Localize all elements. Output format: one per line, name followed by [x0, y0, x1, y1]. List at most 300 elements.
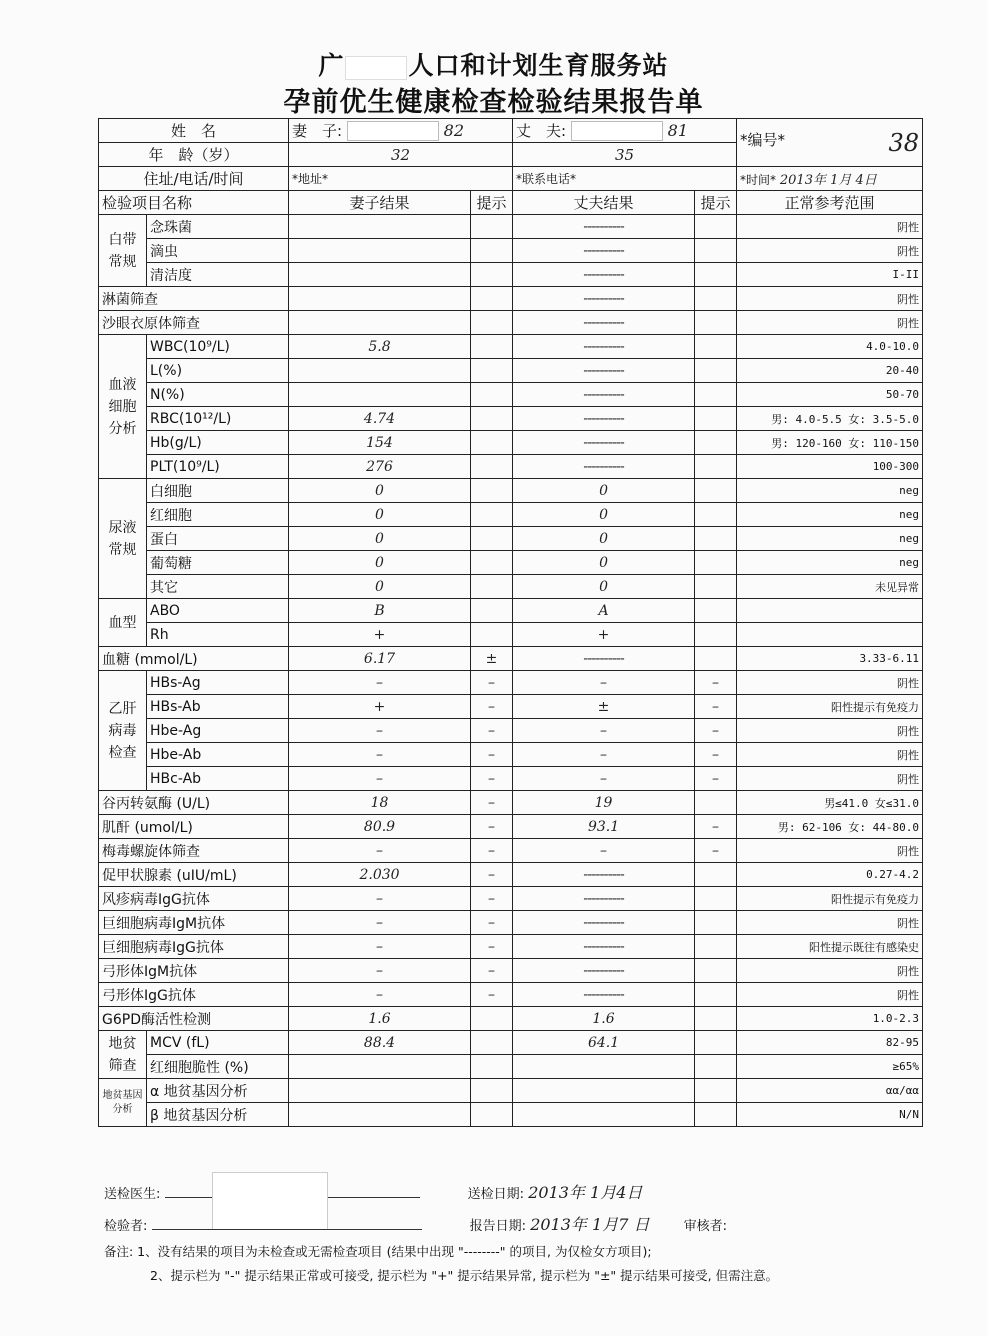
- table-row: [99, 383, 923, 407]
- wife-result: 154: [289, 431, 471, 455]
- hint: –: [471, 767, 513, 791]
- husband-result: ----------: [513, 455, 695, 479]
- col-wife-result: 妻子结果: [289, 191, 471, 215]
- husband-result: ----------: [513, 647, 695, 671]
- serial-label: *编号*: [740, 130, 786, 149]
- hint: –: [471, 791, 513, 815]
- husband-result: ----------: [513, 911, 695, 935]
- reference: 4.0-10.0: [737, 335, 923, 359]
- hint: [695, 1079, 737, 1103]
- col-husband-result: 丈夫结果: [513, 191, 695, 215]
- note-2: 2、提示栏为 "-" 提示结果正常或可接受, 提示栏为 "+" 提示结果异常, 提示栏为 "±" 提示结果可接受, 但需注意。: [150, 1268, 779, 1283]
- item-name: MCV (fL): [147, 1031, 289, 1055]
- husband-result: –: [513, 719, 695, 743]
- wife-result: [289, 1079, 471, 1103]
- table-row: [99, 935, 923, 959]
- table-row: [99, 311, 923, 335]
- table-row: [99, 407, 923, 431]
- hint: –: [695, 743, 737, 767]
- address-label: 住址/电话/时间: [99, 167, 289, 191]
- hint: [471, 215, 513, 239]
- title-line1: 人口和计划生育服务站: [408, 51, 669, 80]
- hint: –: [471, 983, 513, 1007]
- wife-result: [289, 1103, 471, 1127]
- tester-signature-line: [152, 1229, 422, 1230]
- husband-name-cell: [513, 119, 737, 143]
- hint: [695, 887, 737, 911]
- hint: [695, 935, 737, 959]
- reference: 100-300: [737, 455, 923, 479]
- table-row: [99, 575, 923, 599]
- wife-result: –: [289, 983, 471, 1007]
- table-row: [99, 863, 923, 887]
- hint: [471, 359, 513, 383]
- reference: 1.0-2.3: [737, 1007, 923, 1031]
- husband-result: ----------: [513, 983, 695, 1007]
- group-blood-type: 血型: [99, 599, 147, 647]
- table-row: [99, 743, 923, 767]
- reference: 男≤41.0 女≤31.0: [737, 791, 923, 815]
- hint: [695, 1007, 737, 1031]
- reference: [737, 599, 923, 623]
- husband-result: ----------: [513, 215, 695, 239]
- hint: –: [471, 959, 513, 983]
- wife-result: 0: [289, 575, 471, 599]
- item-name: HBs-Ab: [147, 695, 289, 719]
- item-name: Hb(g/L): [147, 431, 289, 455]
- item-name: 葡萄糖: [147, 551, 289, 575]
- item-name: 巨细胞病毒IgM抗体: [99, 911, 289, 935]
- item-name: 弓形体IgM抗体: [99, 959, 289, 983]
- husband-result: 0: [513, 503, 695, 527]
- reference: 50-70: [737, 383, 923, 407]
- hint: [471, 575, 513, 599]
- wife-result: [289, 239, 471, 263]
- name-row: [99, 119, 923, 143]
- husband-result: +: [513, 623, 695, 647]
- hint: [695, 863, 737, 887]
- group-thal: 地贫筛查: [99, 1031, 147, 1079]
- wife-result: 0: [289, 551, 471, 575]
- item-name: 风疹病毒IgG抗体: [99, 887, 289, 911]
- item-name: G6PD酶活性检测: [99, 1007, 289, 1031]
- table-row: [99, 527, 923, 551]
- reference: αα/αα: [737, 1079, 923, 1103]
- item-name: 清洁度: [147, 263, 289, 287]
- group-leucorrhea: 白带常规: [99, 215, 147, 287]
- group-blood: 血液细胞分析: [99, 335, 147, 479]
- wife-result: –: [289, 719, 471, 743]
- hint: –: [471, 695, 513, 719]
- wife-result: 80.9: [289, 815, 471, 839]
- hint: [695, 311, 737, 335]
- reference: 阳性提示有免疫力: [737, 887, 923, 911]
- col-hint2: 提示: [695, 191, 737, 215]
- table-row: [99, 839, 923, 863]
- reference: 阴性: [737, 767, 923, 791]
- hint: –: [471, 887, 513, 911]
- hint: –: [471, 743, 513, 767]
- hint: [471, 479, 513, 503]
- wife-result: –: [289, 743, 471, 767]
- husband-code: 81: [667, 120, 689, 140]
- age-label: 年 龄（岁）: [99, 143, 289, 167]
- table-row: [99, 1103, 923, 1127]
- table-row: [99, 287, 923, 311]
- reference: [737, 623, 923, 647]
- time-value: 2013年 1月 4日: [779, 173, 877, 188]
- wife-result: [289, 287, 471, 311]
- item-name: 白细胞: [147, 479, 289, 503]
- hint: [695, 623, 737, 647]
- husband-result: [513, 1103, 695, 1127]
- wife-result: 0: [289, 527, 471, 551]
- address-row: [99, 167, 923, 191]
- wife-result: –: [289, 959, 471, 983]
- item-name: 红细胞: [147, 503, 289, 527]
- hint: [695, 599, 737, 623]
- tester-line: [104, 1212, 934, 1235]
- hint: [695, 239, 737, 263]
- table-row: [99, 479, 923, 503]
- husband-result: 64.1: [513, 1031, 695, 1055]
- hint: [695, 455, 737, 479]
- wife-result: +: [289, 623, 471, 647]
- hint: [471, 431, 513, 455]
- send-date-label: 送检日期:: [467, 1187, 525, 1202]
- husband-result: 0: [513, 527, 695, 551]
- hint: [695, 551, 737, 575]
- husband-result: ----------: [513, 959, 695, 983]
- table-row: [99, 791, 923, 815]
- time-label: *时间*: [740, 173, 777, 187]
- hint: [471, 335, 513, 359]
- table-row: [99, 1007, 923, 1031]
- reference: ≥65%: [737, 1055, 923, 1079]
- husband-result: A: [513, 599, 695, 623]
- item-name: α 地贫基因分析: [147, 1079, 289, 1103]
- husband-result: [513, 1079, 695, 1103]
- husband-result: ----------: [513, 407, 695, 431]
- hint: [471, 623, 513, 647]
- wife-result: 6.17: [289, 647, 471, 671]
- wife-result: –: [289, 839, 471, 863]
- reference: 3.33-6.11: [737, 647, 923, 671]
- wife-name-redacted: [347, 121, 439, 141]
- item-name: 血糖 (mmol/L): [99, 647, 289, 671]
- reference: 阳性提示既往有感染史: [737, 935, 923, 959]
- column-header-row: [99, 191, 923, 215]
- item-name: 红细胞脆性 (%): [147, 1055, 289, 1079]
- table-row: [99, 263, 923, 287]
- hint: [471, 239, 513, 263]
- husband-result: ----------: [513, 263, 695, 287]
- item-name: 沙眼衣原体筛查: [99, 311, 289, 335]
- table-row: [99, 671, 923, 695]
- serial-cell: [737, 119, 923, 167]
- item-name: Hbe-Ag: [147, 719, 289, 743]
- reference: 阴性: [737, 239, 923, 263]
- reference: neg: [737, 503, 923, 527]
- reference: 82-95: [737, 1031, 923, 1055]
- wife-name-cell: [289, 119, 513, 143]
- item-name: 肌酐 (umol/L): [99, 815, 289, 839]
- hint: [695, 431, 737, 455]
- col-item: 检验项目名称: [99, 191, 289, 215]
- hint: –: [471, 719, 513, 743]
- reference: 20-40: [737, 359, 923, 383]
- serial-value: 38: [888, 128, 920, 157]
- hint: [695, 1055, 737, 1079]
- hint: [471, 1031, 513, 1055]
- report-date: 2013年 1月7 日: [530, 1215, 650, 1234]
- reference: neg: [737, 527, 923, 551]
- husband-result: ----------: [513, 431, 695, 455]
- hint: [471, 1007, 513, 1031]
- table-row: [99, 911, 923, 935]
- hint: [695, 983, 737, 1007]
- table-row: [99, 503, 923, 527]
- husband-result: ----------: [513, 863, 695, 887]
- reference: 阴性: [737, 287, 923, 311]
- reference: N/N: [737, 1103, 923, 1127]
- hint: –: [471, 911, 513, 935]
- husband-name-redacted: [571, 121, 663, 141]
- wife-result: 0: [289, 503, 471, 527]
- hint: [695, 527, 737, 551]
- wife-result: –: [289, 911, 471, 935]
- hint: –: [471, 815, 513, 839]
- wife-result: 5.8: [289, 335, 471, 359]
- wife-result: 18: [289, 791, 471, 815]
- hint: [471, 287, 513, 311]
- table-row: [99, 719, 923, 743]
- hint: [695, 359, 737, 383]
- husband-result: ----------: [513, 935, 695, 959]
- hint: [471, 263, 513, 287]
- table-row: [99, 887, 923, 911]
- title-prefix: 广: [318, 51, 345, 80]
- table-row: [99, 695, 923, 719]
- reference: 阴性: [737, 983, 923, 1007]
- group-hepb: 乙肝病毒检查: [99, 671, 147, 791]
- wife-result: 276: [289, 455, 471, 479]
- hint: ±: [471, 647, 513, 671]
- husband-age: 35: [513, 143, 737, 167]
- hint: [471, 311, 513, 335]
- wife-result: 88.4: [289, 1031, 471, 1055]
- send-date: 2013年 1月4日: [528, 1183, 643, 1202]
- husband-result: ----------: [513, 311, 695, 335]
- reference: neg: [737, 551, 923, 575]
- reference: I-II: [737, 263, 923, 287]
- hint: [695, 911, 737, 935]
- tester-label: 检验者:: [104, 1219, 148, 1234]
- hint: [695, 263, 737, 287]
- hint: –: [471, 935, 513, 959]
- table-row: [99, 599, 923, 623]
- redaction-box: [345, 56, 407, 80]
- item-name: Rh: [147, 623, 289, 647]
- hint: [695, 287, 737, 311]
- hint: [695, 647, 737, 671]
- husband-result: ----------: [513, 359, 695, 383]
- hint: [695, 1031, 737, 1055]
- table-row: [99, 959, 923, 983]
- reference: 阳性提示有免疫力: [737, 695, 923, 719]
- group-urine: 尿液常规: [99, 479, 147, 599]
- husband-result: ----------: [513, 239, 695, 263]
- reference: 男: 62-106 女: 44-80.0: [737, 815, 923, 839]
- hint: [695, 791, 737, 815]
- husband-result: ----------: [513, 287, 695, 311]
- item-name: HBs-Ag: [147, 671, 289, 695]
- item-name: 谷丙转氨酶 (U/L): [99, 791, 289, 815]
- husband-result: 19: [513, 791, 695, 815]
- hint: [695, 959, 737, 983]
- reference: neg: [737, 479, 923, 503]
- station-title: [0, 46, 987, 82]
- wife-result: –: [289, 671, 471, 695]
- hint: [695, 503, 737, 527]
- hint: –: [471, 863, 513, 887]
- table-row: [99, 647, 923, 671]
- item-name: 促甲状腺素 (uIU/mL): [99, 863, 289, 887]
- husband-result: ----------: [513, 383, 695, 407]
- reference: 0.27-4.2: [737, 863, 923, 887]
- result-table: [98, 118, 923, 1127]
- item-name: 念珠菌: [147, 215, 289, 239]
- hint: [471, 599, 513, 623]
- wife-result: –: [289, 935, 471, 959]
- hint: [695, 1103, 737, 1127]
- item-name: Hbe-Ab: [147, 743, 289, 767]
- hint: [471, 383, 513, 407]
- wife-result: [289, 383, 471, 407]
- phone-field: *联系电话*: [513, 167, 737, 191]
- husband-label: 丈 夫:: [516, 121, 567, 140]
- husband-result: 0: [513, 575, 695, 599]
- husband-result: –: [513, 743, 695, 767]
- husband-result: 1.6: [513, 1007, 695, 1031]
- report-date-label: 报告日期:: [469, 1219, 527, 1234]
- time-cell: [737, 167, 923, 191]
- wife-result: –: [289, 767, 471, 791]
- hint: [695, 383, 737, 407]
- item-name: N(%): [147, 383, 289, 407]
- wife-result: 2.030: [289, 863, 471, 887]
- reference: 男: 4.0-5.5 女: 3.5-5.0: [737, 407, 923, 431]
- item-name: RBC(10¹²/L): [147, 407, 289, 431]
- item-name: β 地贫基因分析: [147, 1103, 289, 1127]
- wife-result: [289, 311, 471, 335]
- hint: [471, 1103, 513, 1127]
- hint: –: [695, 767, 737, 791]
- group-thal-gene: 地贫基因分析: [99, 1079, 147, 1127]
- note-1: 备注: 1、没有结果的项目为未检查或无需检查项目 (结果中出现 "--------" 的项目, 为仅检女方项目);: [104, 1244, 652, 1259]
- hint: –: [695, 815, 737, 839]
- reference: 阴性: [737, 959, 923, 983]
- wife-result: [289, 359, 471, 383]
- reference: 阴性: [737, 215, 923, 239]
- item-name: 滴虫: [147, 239, 289, 263]
- item-name: ABO: [147, 599, 289, 623]
- husband-result: ----------: [513, 887, 695, 911]
- wife-result: +: [289, 695, 471, 719]
- item-name: L(%): [147, 359, 289, 383]
- hint: [695, 407, 737, 431]
- hint: –: [471, 671, 513, 695]
- hint: [695, 335, 737, 359]
- wife-code: 82: [443, 120, 464, 140]
- reference: 阴性: [737, 719, 923, 743]
- reference: 阴性: [737, 743, 923, 767]
- col-hint1: 提示: [471, 191, 513, 215]
- reference: 男: 120-160 女: 110-150: [737, 431, 923, 455]
- husband-result: 0: [513, 551, 695, 575]
- table-row: [99, 359, 923, 383]
- table-row: [99, 1031, 923, 1055]
- table-row: [99, 815, 923, 839]
- husband-result: 0: [513, 479, 695, 503]
- reference: 阴性: [737, 839, 923, 863]
- husband-result: ±: [513, 695, 695, 719]
- item-name: 淋菌筛查: [99, 287, 289, 311]
- col-reference: 正常参考范围: [737, 191, 923, 215]
- report-title: 孕前优生健康检查检验结果报告单: [283, 87, 704, 118]
- wife-result: [289, 263, 471, 287]
- item-name: 蛋白: [147, 527, 289, 551]
- reference: 阴性: [737, 911, 923, 935]
- hint: [695, 215, 737, 239]
- hint: [471, 407, 513, 431]
- husband-result: –: [513, 767, 695, 791]
- hint: [695, 479, 737, 503]
- hint: –: [695, 719, 737, 743]
- name-label: 姓 名: [99, 119, 289, 143]
- item-name: HBc-Ab: [147, 767, 289, 791]
- husband-result: [513, 1055, 695, 1079]
- table-row: [99, 431, 923, 455]
- table-row: [99, 1055, 923, 1079]
- hint: [471, 503, 513, 527]
- table-row: [99, 623, 923, 647]
- wife-result: [289, 1055, 471, 1079]
- husband-result: –: [513, 839, 695, 863]
- item-name: 梅毒螺旋体筛查: [99, 839, 289, 863]
- hint: [471, 551, 513, 575]
- item-name: PLT(10⁹/L): [147, 455, 289, 479]
- reviewer-label: 审核者:: [683, 1219, 727, 1234]
- table-row: [99, 215, 923, 239]
- item-name: WBC(10⁹/L): [147, 335, 289, 359]
- hint: –: [695, 671, 737, 695]
- wife-label: 妻 子:: [292, 121, 343, 140]
- table-row: [99, 1079, 923, 1103]
- wife-result: [289, 215, 471, 239]
- wife-result: B: [289, 599, 471, 623]
- wife-result: 1.6: [289, 1007, 471, 1031]
- table-row: [99, 335, 923, 359]
- hint: –: [471, 839, 513, 863]
- table-row: [99, 983, 923, 1007]
- hint: –: [695, 695, 737, 719]
- husband-result: 93.1: [513, 815, 695, 839]
- reference: 未见异常: [737, 575, 923, 599]
- item-name: 弓形体IgG抗体: [99, 983, 289, 1007]
- table-row: [99, 239, 923, 263]
- hint: [471, 527, 513, 551]
